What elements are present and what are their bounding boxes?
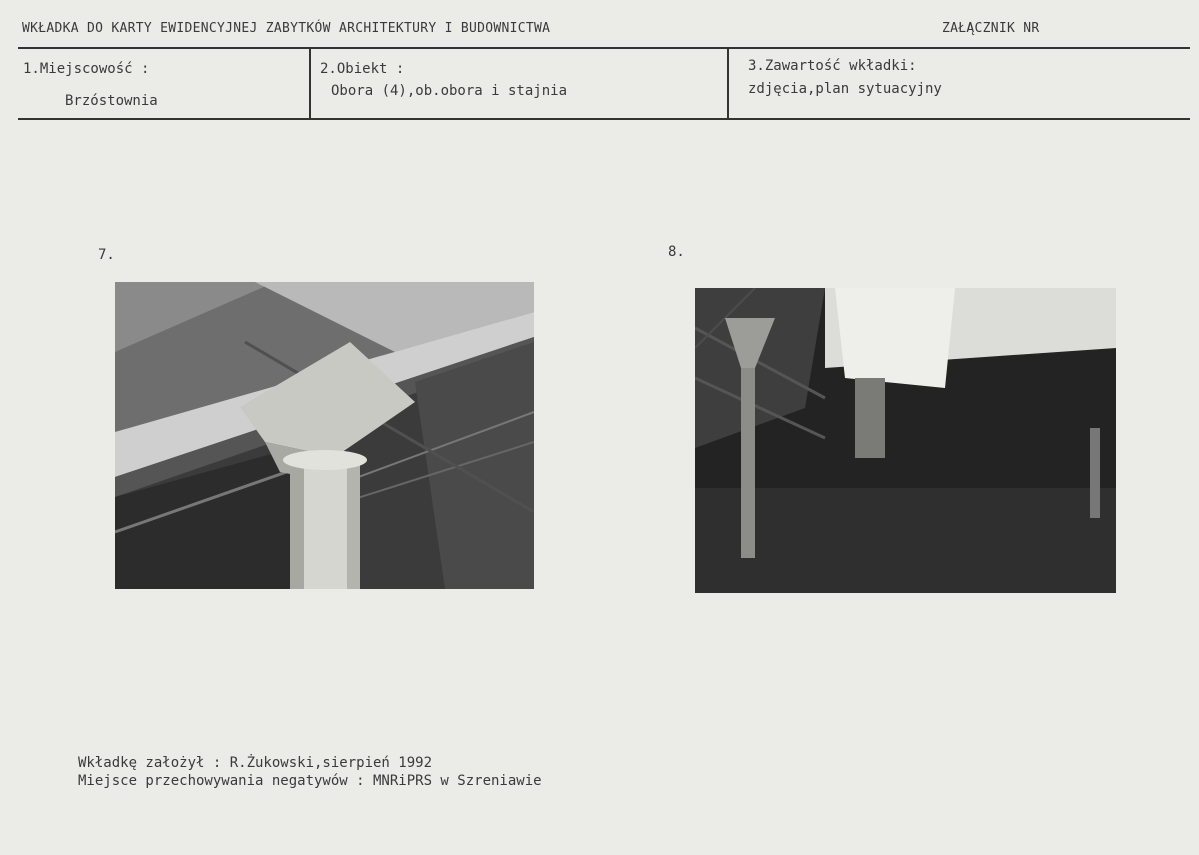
photo-7-column-capital: [115, 282, 534, 589]
photo-number-8: 8.: [668, 244, 685, 260]
locality-value: Brzóstownia: [65, 93, 158, 109]
top-rule: [18, 47, 1190, 49]
photo-8-barn-interior: [695, 288, 1116, 593]
locality-label: 1.Miejscowość :: [23, 61, 150, 77]
contents-value: zdjęcia,plan sytuacyjny: [748, 81, 942, 97]
footer-negatives-location: Miejsce przechowywania negatywów : MNRiPRS w Szreniawie: [78, 773, 542, 789]
object-label: 2.Obiekt :: [320, 61, 405, 77]
annex-number-label: ZAŁĄCZNIK NR: [942, 21, 1040, 36]
column-divider-1: [309, 47, 311, 119]
bottom-rule: [18, 118, 1190, 120]
object-value: Obora (4),ob.obora i stajnia: [331, 83, 568, 99]
footer-created-by: Wkładkę założył : R.Żukowski,sierpień 1992: [78, 755, 433, 771]
document-title: WKŁADKA DO KARTY EWIDENCYJNEJ ZABYTKÓW ARCHITEKTURY I BUDOWNICTWA: [22, 21, 551, 36]
contents-label: 3.Zawartość wkładki:: [748, 58, 917, 74]
photo-number-7: 7.: [98, 247, 115, 263]
column-divider-2: [727, 47, 729, 119]
